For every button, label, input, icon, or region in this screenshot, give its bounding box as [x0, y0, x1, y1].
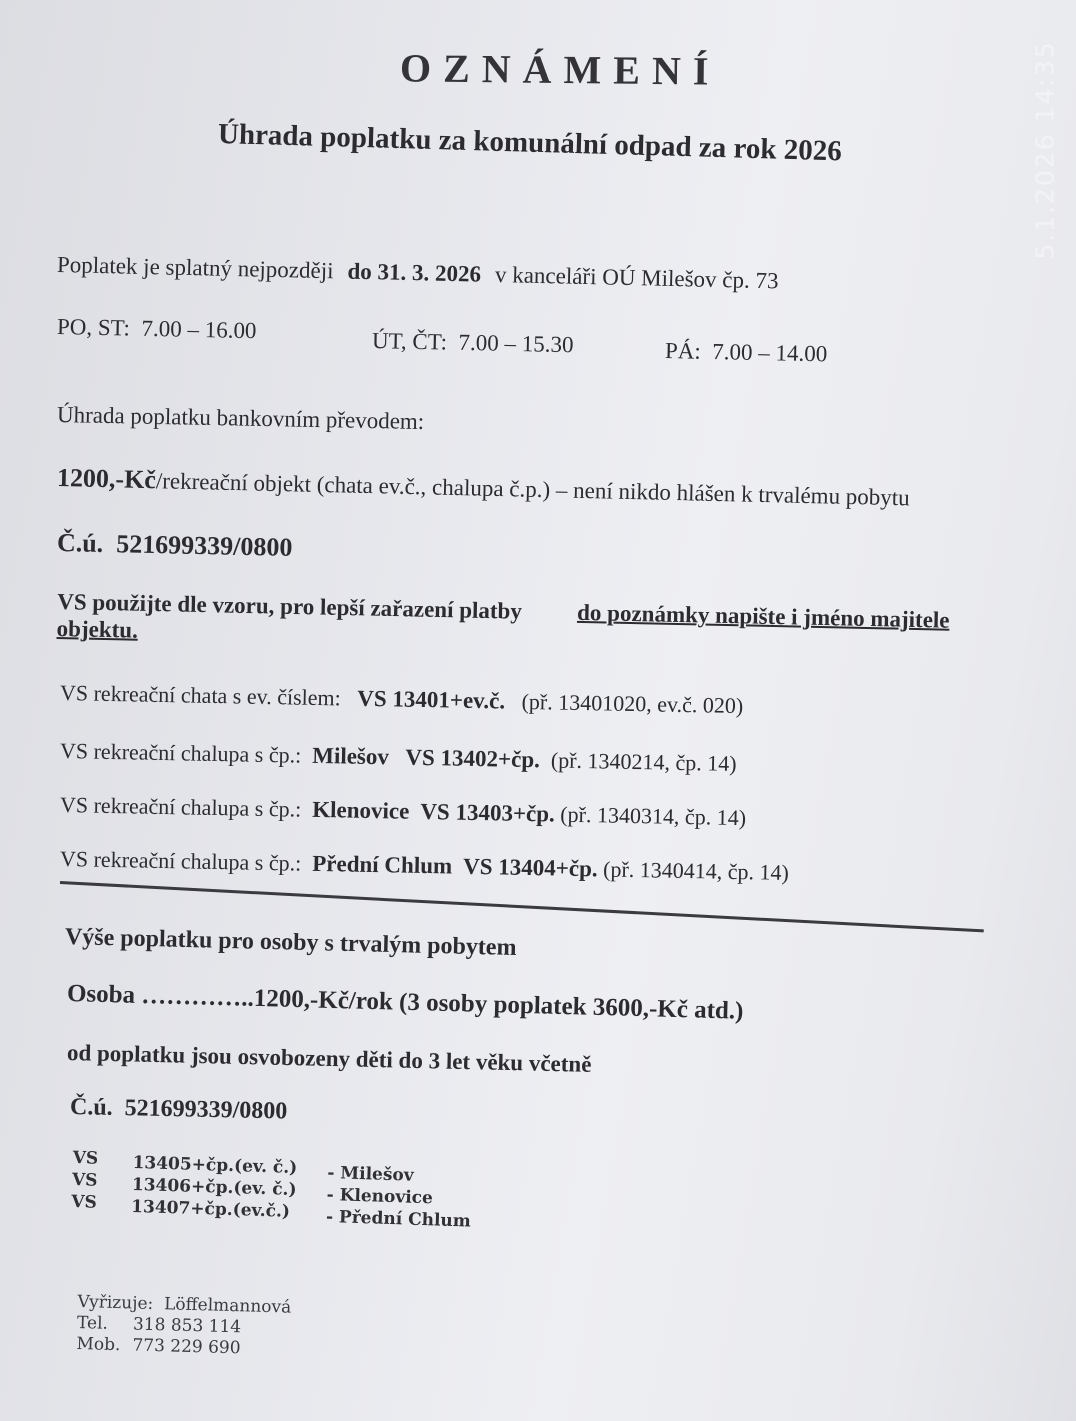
vs-table-label: VS — [71, 1170, 98, 1191]
vs-row-predni-chlum — [60, 846, 789, 886]
notice-subtitle: Úhrada poplatku za komunální odpad za rok 2026 — [217, 118, 843, 168]
vs-row-milesov — [60, 738, 737, 777]
vs-row-label: VS rekreační chalupa s čp.: — [59, 738, 302, 768]
payment-deadline: do 31. 3. 2026 — [347, 258, 482, 287]
vs-row-klenovice — [60, 792, 747, 831]
vs-row-label: VS rekreační chata s ev. číslem: — [59, 680, 341, 711]
contact-block — [76, 1292, 291, 1361]
recreational-account — [57, 528, 293, 563]
vs-row-chata — [60, 680, 744, 719]
payment-due-line — [57, 252, 779, 294]
mob-number: 773 229 690 — [132, 1335, 241, 1359]
account-label: Č.ú. — [56, 528, 104, 558]
office-hours-fri — [665, 338, 828, 367]
recreational-fee-line — [57, 463, 910, 512]
hours-range: 7.00 – 16.00 — [141, 315, 257, 344]
vs-instruction — [56, 588, 987, 661]
vs-table-place: - Přední Chlum — [325, 1207, 472, 1232]
section-divider — [60, 881, 984, 932]
vs-table-label: VS — [72, 1148, 99, 1169]
contact-mob — [76, 1334, 290, 1361]
mob-label: Mob. — [76, 1333, 121, 1356]
recreational-fee-amount: 1200,-Kč — [56, 463, 157, 495]
hours-days: ÚT, ČT: — [371, 328, 448, 355]
photo-timestamp: 5.1.2026 14:35 — [1030, 40, 1060, 260]
payment-location: v kanceláři OÚ Milešov čp. 73 — [494, 261, 779, 294]
vs-row-label: VS rekreační chalupa s čp.: — [59, 792, 302, 822]
vs-instruction-text: VS použijte dle vzoru, pro lepší zařazení platby — [57, 589, 523, 624]
payment-due-prefix: Poplatek je splatný nejpozději — [56, 252, 334, 284]
vs-row-place: Klenovice — [312, 796, 410, 824]
vs-row-code: VS 13404+čp. — [462, 853, 598, 882]
vs-row-code: VS 13401+ev.č. — [357, 685, 506, 714]
vs-table-place: - Milešov — [327, 1163, 414, 1186]
hours-days: PÁ: — [664, 338, 702, 364]
vs-row-place: Milešov — [312, 742, 390, 770]
vs-row-label: VS rekreační chalupa s čp.: — [59, 846, 302, 876]
vs-row-place: Přední Chlum — [312, 850, 453, 879]
vs-row-code: VS 13402+čp. — [405, 744, 541, 773]
vs-row-example: (př. 1340314, čp. 14) — [560, 801, 747, 831]
permanent-fee-rate: Osoba …………..1200,-Kč/rok (3 osoby poplatek 3600,-Kč atd.) — [66, 980, 744, 1025]
account-number: 521699339/0800 — [124, 1095, 288, 1125]
vs-table-code: 13405+čp.(ev. č.) — [132, 1152, 298, 1179]
vs-row-code: VS 13403+čp. — [420, 798, 556, 827]
fee-exemption: od poplatku jsou osvobozeny děti do 3 let věku včetně — [66, 1040, 592, 1077]
account-label: Č.ú. — [69, 1094, 113, 1121]
vs-row-example: (př. 1340214, čp. 14) — [550, 747, 737, 776]
vs-table-place: - Klenovice — [326, 1185, 434, 1209]
handler-label: Vyřizuje: — [77, 1292, 154, 1314]
permanent-account — [70, 1094, 288, 1126]
office-hours-tue-thu — [372, 328, 574, 358]
vs-table-code: 13407+čp.(ev.č.) — [130, 1196, 291, 1222]
vs-row-example: (př. 1340414, čp. 14) — [602, 856, 790, 885]
vs-row-example: (př. 13401020, ev.č. 020) — [521, 688, 744, 719]
notice-title: OZNÁMENÍ — [399, 45, 721, 94]
bank-transfer-label: Úhrada poplatku bankovním převodem: — [56, 402, 425, 435]
permanent-residents-heading: Výše poplatku pro osoby s trvalým pobytem — [64, 924, 517, 962]
office-hours-mon-wed — [57, 314, 257, 344]
tel-label: Tel. — [76, 1313, 109, 1334]
vs-instruction-underlined: do poznámky napište i jméno majitele objektu. — [56, 599, 950, 643]
hours-days: PO, ST: — [56, 314, 131, 341]
tel-number: 318 853 114 — [132, 1314, 242, 1338]
vs-table-label: VS — [71, 1191, 98, 1213]
hours-range: 7.00 – 14.00 — [712, 338, 828, 367]
permanent-vs-table — [71, 1148, 473, 1232]
account-number: 521699339/0800 — [115, 529, 293, 562]
recreational-fee-description: /rekreační objekt (chata ev.č., chalupa č.p.) – není nikdo hlášen k trvalému pobytu — [155, 468, 911, 511]
hours-range: 7.00 – 15.30 — [458, 329, 574, 358]
vs-table-code: 13406+čp.(ev. č.) — [131, 1174, 297, 1201]
handler-name: Löffelmannová — [163, 1294, 292, 1318]
